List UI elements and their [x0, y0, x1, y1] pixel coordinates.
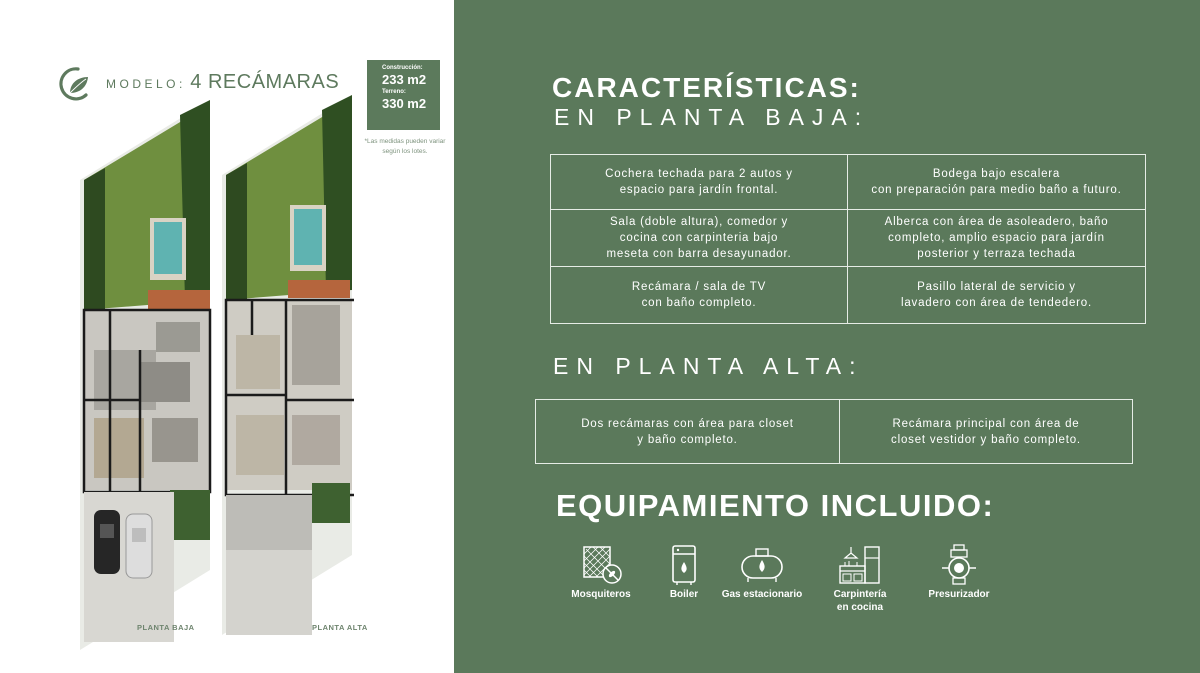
construccion-label: Construcción:	[382, 65, 423, 71]
modelo-title	[106, 71, 339, 94]
modelo-label: MODELO:	[106, 77, 186, 91]
left-panel	[0, 0, 454, 673]
equip-gas	[717, 544, 807, 601]
equip-cocina	[815, 544, 905, 614]
terreno-label: Terreno:	[382, 89, 406, 95]
planta-alta-item: Recámara principal con área de closet vestidor y baño completo.	[839, 399, 1133, 464]
planta-baja-item: Cochera techada para 2 autos y espacio para jardín frontal.	[550, 154, 848, 210]
pressurizer-icon	[936, 544, 982, 586]
spec-box	[367, 60, 440, 130]
brand-logo-icon	[56, 65, 94, 103]
equip-label: Presurizador	[928, 589, 990, 600]
equip-mosquiteros	[556, 544, 646, 601]
modelo-value: 4 RECÁMARAS	[190, 71, 340, 93]
kitchen-icon	[837, 544, 883, 586]
caracteristicas-title: CARACTERÍSTICAS:	[552, 72, 861, 103]
planta-baja-item: Alberca con área de asoleadero, baño completo, amplio espacio para jardín posterior y terraza techada	[847, 209, 1146, 267]
gas-tank-icon	[739, 544, 785, 586]
boiler-icon	[661, 544, 707, 586]
mosquito-net-icon	[578, 544, 624, 586]
planta-baja-render	[80, 100, 215, 650]
equip-label: Boiler	[669, 589, 699, 600]
terreno-value: 330 m2	[382, 96, 427, 111]
planta-baja-item: Sala (doble altura), comedor y cocina con carpinteria bajo meseta con barra desayunador.	[550, 209, 848, 267]
construccion-value: 233 m2	[382, 72, 427, 87]
planta-alta-item: Dos recámaras con área para closet y baño completo.	[535, 399, 840, 464]
planta-baja-label: PLANTA BAJA	[137, 623, 195, 632]
planta-alta-label: PLANTA ALTA	[312, 623, 368, 632]
planta-alta-title: EN PLANTA ALTA:	[553, 353, 864, 379]
equip-label: Mosquiteros	[571, 589, 631, 600]
equip-presurizador	[914, 544, 1004, 601]
equipamiento-title: EQUIPAMIENTO INCLUIDO:	[556, 488, 995, 523]
planta-alta-render	[222, 95, 354, 635]
measurement-note: *Las medidas pueden variar según los lotes.	[364, 138, 446, 155]
equip-boiler	[639, 544, 729, 601]
planta-baja-item: Pasillo lateral de servicio y lavadero con área de tendedero.	[847, 266, 1146, 324]
right-panel	[454, 0, 1200, 673]
equip-label: Gas estacionario	[721, 589, 803, 600]
planta-baja-item: Recámara / sala de TV con baño completo.	[550, 266, 848, 324]
planta-baja-item: Bodega bajo escalera con preparación para medio baño a futuro.	[847, 154, 1146, 210]
planta-baja-title: EN PLANTA BAJA:	[554, 104, 870, 130]
equip-label: Carpintería en cocina	[833, 589, 887, 613]
